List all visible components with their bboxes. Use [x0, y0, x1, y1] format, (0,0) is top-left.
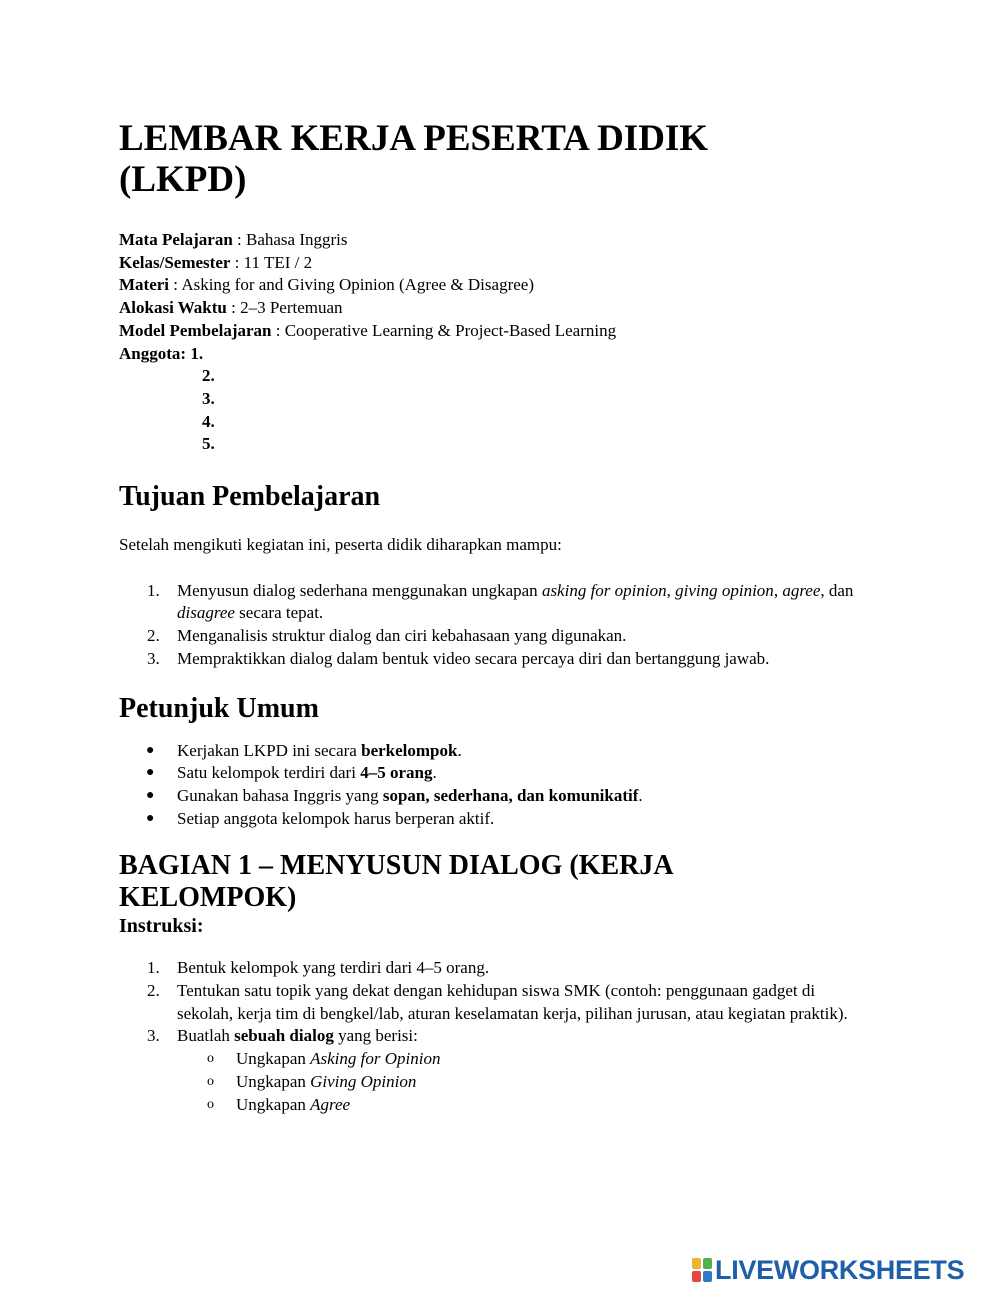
meta-model-label: Model Pembelajaran: [119, 320, 272, 340]
meta-anggota-label: Anggota:: [119, 343, 191, 363]
list-item: 3. Buatlah sebuah dialog yang berisi:: [147, 1026, 418, 1046]
list-item: 2. Menganalisis struktur dialog dan ciri kebahasaan yang digunakan.: [147, 626, 627, 646]
tujuan-heading: Tujuan Pembelajaran: [119, 481, 381, 513]
circle-bullet-icon: o: [207, 1096, 214, 1112]
meta-mapel-label: Mata Pelajaran: [119, 230, 233, 249]
meta-alokasi-value: : 2–3 Pertemuan: [226, 298, 343, 318]
tujuan-intro: Setelah mengikuti kegiatan ini, peserta didik diharapkan mampu:: [119, 535, 562, 555]
meta-alokasi-label: Alokasi Waktu: [119, 298, 227, 318]
meta-mapel: [119, 229, 899, 252]
circle-bullet-icon: o: [207, 1051, 214, 1067]
meta-alokasi: [119, 297, 899, 320]
bagian1-list: [119, 957, 859, 1048]
list-item: ● Satu kelompok terdiri dari 4–5 orang.: [119, 762, 899, 785]
meta-kelas-value: : 11 TEI / 2: [230, 252, 313, 272]
logo-block: [703, 1258, 712, 1269]
list-item: o Ungkapan Asking for Opinion: [119, 1048, 899, 1071]
worksheet-page: [119, 118, 899, 1116]
list-item: 1. Menyusun dialog sederhana menggunakan ungkapan asking for opinion, giving opinion, agree, dan disagree secara tepat.: [147, 580, 854, 623]
logo-block: [692, 1271, 701, 1282]
list-item: 2. Tentukan satu topik yang dekat dengan kehidupan siswa SMK (contoh: penggunaan gadget di sekolah, kerja tim di bengkel/lab, aturan keselamatan kerja, pilihan jurusan, atau kegiatan praktik).: [147, 981, 848, 1023]
list-item: o Ungkapan Agree: [119, 1094, 899, 1117]
anggota-number: 1.: [190, 343, 204, 363]
meta-materi: [119, 274, 899, 297]
anggota-number: 2.: [202, 366, 215, 386]
meta-materi-label: Materi: [119, 275, 170, 295]
anggota-number: 4.: [202, 411, 215, 431]
meta-mapel-value: : Bahasa Inggris: [232, 230, 348, 249]
meta-model: [119, 320, 899, 343]
logo-text: LIVEWORKSHEETS: [715, 1254, 965, 1285]
list-item: 3. Mempraktikkan dialog dalam bentuk video secara percaya diri dan bertanggung jawab.: [147, 648, 770, 668]
logo-block: [692, 1258, 701, 1269]
bullet-icon: ●: [146, 787, 155, 803]
meta-anggota: [119, 343, 899, 366]
anggota-number: 3.: [202, 388, 215, 408]
ungkapan-list: [119, 1048, 899, 1116]
instruksi-label: Instruksi:: [119, 915, 204, 938]
bagian1-heading: BAGIAN 1 – MENYUSUN DIALOG (KERJA KELOMPOK): [119, 850, 673, 914]
list-item: ● Setiap anggota kelompok harus berperan aktif.: [119, 808, 899, 831]
page-title: LEMBAR KERJA PESERTA DIDIK (LKPD): [119, 118, 709, 200]
logo-block: [703, 1271, 712, 1282]
meta-kelas: [119, 252, 899, 275]
list-item: ● Gunakan bahasa Inggris yang sopan, sederhana, dan komunikatif.: [119, 785, 899, 808]
anggota-number: 5.: [202, 434, 215, 454]
petunjuk-heading: Petunjuk Umum: [119, 692, 319, 724]
meta-kelas-label: Kelas/Semester: [119, 252, 231, 272]
liveworksheets-logo: [692, 1255, 964, 1285]
petunjuk-list: [119, 740, 899, 831]
liveworksheets-logo-icon: [692, 1258, 712, 1282]
meta-materi-value: : Asking for and Giving Opinion (Agree & Disagree): [169, 275, 534, 295]
bullet-icon: ●: [146, 742, 155, 758]
list-item: 1. Bentuk kelompok yang terdiri dari 4–5 orang.: [147, 958, 490, 978]
bullet-icon: ●: [146, 765, 155, 781]
bullet-icon: ●: [146, 810, 155, 826]
circle-bullet-icon: o: [207, 1073, 214, 1089]
list-item: ● Kerjakan LKPD ini secara berkelompok.: [119, 740, 899, 763]
meta-model-value: : Cooperative Learning & Project-Based Learning: [271, 320, 617, 340]
list-item: o Ungkapan Giving Opinion: [119, 1071, 899, 1094]
tujuan-list: [119, 580, 899, 671]
meta-block: [119, 229, 899, 456]
